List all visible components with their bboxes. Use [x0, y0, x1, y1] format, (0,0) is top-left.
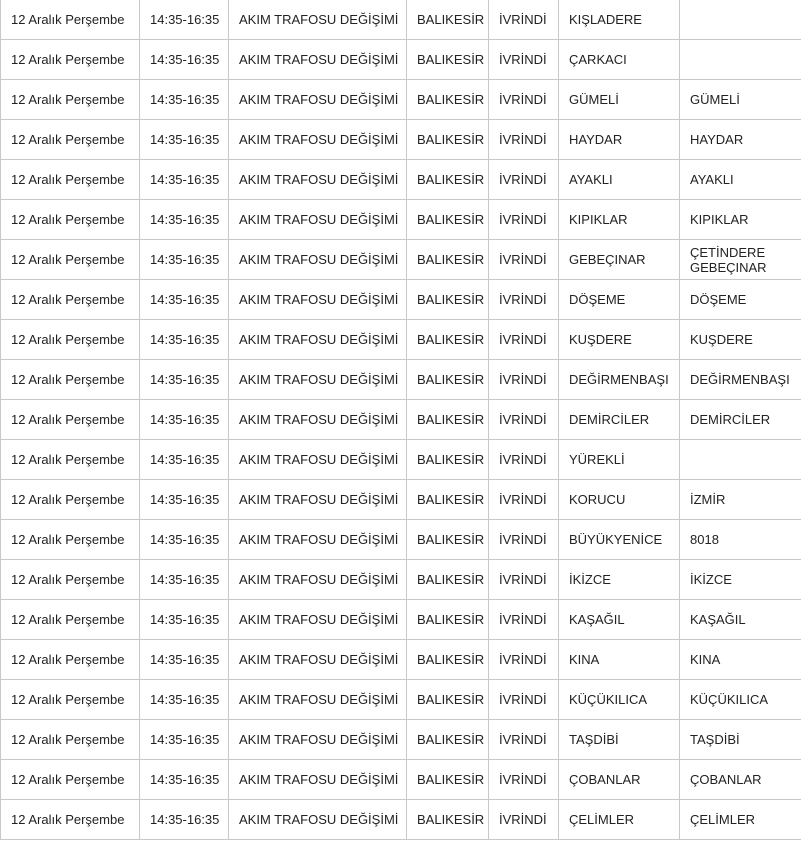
table-row	[1, 40, 801, 80]
table-row	[1, 120, 801, 160]
reason-cell: AKIM TRAFOSU DEĞİŞİMİ	[229, 680, 407, 720]
district-cell: İVRİNDİ	[489, 360, 559, 400]
reason-cell: AKIM TRAFOSU DEĞİŞİMİ	[229, 440, 407, 480]
area-cell: ÇETİNDERE GEBEÇINAR	[680, 240, 801, 280]
district-cell: İVRİNDİ	[489, 200, 559, 240]
date-cell: 12 Aralık Perşembe	[1, 280, 140, 320]
table-row	[1, 360, 801, 400]
table-row	[1, 240, 801, 280]
village-cell: BÜYÜKYENİCE	[559, 520, 680, 560]
outage-table-body	[1, 0, 801, 840]
date-cell: 12 Aralık Perşembe	[1, 320, 140, 360]
reason-cell: AKIM TRAFOSU DEĞİŞİMİ	[229, 120, 407, 160]
city-cell: BALIKESİR	[407, 240, 489, 280]
village-cell: DÖŞEME	[559, 280, 680, 320]
village-cell: DEMİRCİLER	[559, 400, 680, 440]
time-cell: 14:35-16:35	[140, 320, 229, 360]
date-cell: 12 Aralık Perşembe	[1, 240, 140, 280]
district-cell: İVRİNDİ	[489, 160, 559, 200]
table-row	[1, 0, 801, 40]
time-cell: 14:35-16:35	[140, 120, 229, 160]
time-cell: 14:35-16:35	[140, 40, 229, 80]
date-cell: 12 Aralık Perşembe	[1, 160, 140, 200]
area-cell	[680, 440, 801, 480]
village-cell: YÜREKLİ	[559, 440, 680, 480]
district-cell: İVRİNDİ	[489, 720, 559, 760]
time-cell: 14:35-16:35	[140, 600, 229, 640]
table-row	[1, 480, 801, 520]
village-cell: KIŞLADERE	[559, 0, 680, 40]
city-cell: BALIKESİR	[407, 40, 489, 80]
date-cell: 12 Aralık Perşembe	[1, 680, 140, 720]
village-cell: GEBEÇINAR	[559, 240, 680, 280]
area-cell: HAYDAR	[680, 120, 801, 160]
district-cell: İVRİNDİ	[489, 800, 559, 840]
district-cell: İVRİNDİ	[489, 480, 559, 520]
table-row	[1, 440, 801, 480]
city-cell: BALIKESİR	[407, 440, 489, 480]
area-cell: İKİZCE	[680, 560, 801, 600]
reason-cell: AKIM TRAFOSU DEĞİŞİMİ	[229, 200, 407, 240]
reason-cell: AKIM TRAFOSU DEĞİŞİMİ	[229, 480, 407, 520]
village-cell: HAYDAR	[559, 120, 680, 160]
date-cell: 12 Aralık Perşembe	[1, 600, 140, 640]
city-cell: BALIKESİR	[407, 0, 489, 40]
date-cell: 12 Aralık Perşembe	[1, 480, 140, 520]
city-cell: BALIKESİR	[407, 360, 489, 400]
table-row	[1, 320, 801, 360]
date-cell: 12 Aralık Perşembe	[1, 560, 140, 600]
district-cell: İVRİNDİ	[489, 40, 559, 80]
table-row	[1, 680, 801, 720]
district-cell: İVRİNDİ	[489, 520, 559, 560]
reason-cell: AKIM TRAFOSU DEĞİŞİMİ	[229, 40, 407, 80]
time-cell: 14:35-16:35	[140, 760, 229, 800]
area-cell: AYAKLI	[680, 160, 801, 200]
city-cell: BALIKESİR	[407, 120, 489, 160]
city-cell: BALIKESİR	[407, 720, 489, 760]
time-cell: 14:35-16:35	[140, 640, 229, 680]
village-cell: KAŞAĞIL	[559, 600, 680, 640]
city-cell: BALIKESİR	[407, 80, 489, 120]
time-cell: 14:35-16:35	[140, 680, 229, 720]
village-cell: ÇOBANLAR	[559, 760, 680, 800]
area-cell: ÇOBANLAR	[680, 760, 801, 800]
village-cell: ÇELİMLER	[559, 800, 680, 840]
village-cell: KÜÇÜKILICA	[559, 680, 680, 720]
city-cell: BALIKESİR	[407, 160, 489, 200]
city-cell: BALIKESİR	[407, 600, 489, 640]
date-cell: 12 Aralık Perşembe	[1, 520, 140, 560]
area-cell: DEĞİRMENBAŞI	[680, 360, 801, 400]
district-cell: İVRİNDİ	[489, 600, 559, 640]
time-cell: 14:35-16:35	[140, 200, 229, 240]
area-cell: TAŞDİBİ	[680, 720, 801, 760]
date-cell: 12 Aralık Perşembe	[1, 400, 140, 440]
time-cell: 14:35-16:35	[140, 480, 229, 520]
table-row	[1, 80, 801, 120]
district-cell: İVRİNDİ	[489, 560, 559, 600]
area-cell: KAŞAĞIL	[680, 600, 801, 640]
city-cell: BALIKESİR	[407, 480, 489, 520]
city-cell: BALIKESİR	[407, 400, 489, 440]
date-cell: 12 Aralık Perşembe	[1, 360, 140, 400]
reason-cell: AKIM TRAFOSU DEĞİŞİMİ	[229, 800, 407, 840]
date-cell: 12 Aralık Perşembe	[1, 80, 140, 120]
date-cell: 12 Aralık Perşembe	[1, 0, 140, 40]
reason-cell: AKIM TRAFOSU DEĞİŞİMİ	[229, 720, 407, 760]
area-cell: DEMİRCİLER	[680, 400, 801, 440]
area-cell: İZMİR	[680, 480, 801, 520]
table-row	[1, 160, 801, 200]
area-cell	[680, 0, 801, 40]
city-cell: BALIKESİR	[407, 680, 489, 720]
city-cell: BALIKESİR	[407, 200, 489, 240]
district-cell: İVRİNDİ	[489, 80, 559, 120]
date-cell: 12 Aralık Perşembe	[1, 200, 140, 240]
area-cell: KUŞDERE	[680, 320, 801, 360]
city-cell: BALIKESİR	[407, 640, 489, 680]
time-cell: 14:35-16:35	[140, 160, 229, 200]
time-cell: 14:35-16:35	[140, 560, 229, 600]
table-row	[1, 560, 801, 600]
reason-cell: AKIM TRAFOSU DEĞİŞİMİ	[229, 640, 407, 680]
table-row	[1, 280, 801, 320]
reason-cell: AKIM TRAFOSU DEĞİŞİMİ	[229, 560, 407, 600]
village-cell: DEĞİRMENBAŞI	[559, 360, 680, 400]
district-cell: İVRİNDİ	[489, 400, 559, 440]
reason-cell: AKIM TRAFOSU DEĞİŞİMİ	[229, 600, 407, 640]
date-cell: 12 Aralık Perşembe	[1, 440, 140, 480]
village-cell: GÜMELİ	[559, 80, 680, 120]
city-cell: BALIKESİR	[407, 320, 489, 360]
reason-cell: AKIM TRAFOSU DEĞİŞİMİ	[229, 360, 407, 400]
area-cell: DÖŞEME	[680, 280, 801, 320]
date-cell: 12 Aralık Perşembe	[1, 120, 140, 160]
date-cell: 12 Aralık Perşembe	[1, 40, 140, 80]
district-cell: İVRİNDİ	[489, 320, 559, 360]
area-cell: 8018	[680, 520, 801, 560]
table-row	[1, 800, 801, 840]
district-cell: İVRİNDİ	[489, 640, 559, 680]
area-cell: ÇELİMLER	[680, 800, 801, 840]
time-cell: 14:35-16:35	[140, 520, 229, 560]
village-cell: TAŞDİBİ	[559, 720, 680, 760]
district-cell: İVRİNDİ	[489, 120, 559, 160]
village-cell: KIPIKLAR	[559, 200, 680, 240]
reason-cell: AKIM TRAFOSU DEĞİŞİMİ	[229, 400, 407, 440]
date-cell: 12 Aralık Perşembe	[1, 640, 140, 680]
district-cell: İVRİNDİ	[489, 440, 559, 480]
district-cell: İVRİNDİ	[489, 680, 559, 720]
time-cell: 14:35-16:35	[140, 440, 229, 480]
time-cell: 14:35-16:35	[140, 720, 229, 760]
area-cell: KINA	[680, 640, 801, 680]
district-cell: İVRİNDİ	[489, 240, 559, 280]
city-cell: BALIKESİR	[407, 800, 489, 840]
table-row	[1, 400, 801, 440]
table-row	[1, 640, 801, 680]
reason-cell: AKIM TRAFOSU DEĞİŞİMİ	[229, 320, 407, 360]
date-cell: 12 Aralık Perşembe	[1, 800, 140, 840]
reason-cell: AKIM TRAFOSU DEĞİŞİMİ	[229, 760, 407, 800]
table-row	[1, 520, 801, 560]
village-cell: KORUCU	[559, 480, 680, 520]
district-cell: İVRİNDİ	[489, 760, 559, 800]
reason-cell: AKIM TRAFOSU DEĞİŞİMİ	[229, 280, 407, 320]
table-row	[1, 200, 801, 240]
area-cell: GÜMELİ	[680, 80, 801, 120]
village-cell: ÇARKACI	[559, 40, 680, 80]
reason-cell: AKIM TRAFOSU DEĞİŞİMİ	[229, 520, 407, 560]
village-cell: AYAKLI	[559, 160, 680, 200]
city-cell: BALIKESİR	[407, 560, 489, 600]
reason-cell: AKIM TRAFOSU DEĞİŞİMİ	[229, 80, 407, 120]
area-cell: KÜÇÜKILICA	[680, 680, 801, 720]
date-cell: 12 Aralık Perşembe	[1, 760, 140, 800]
time-cell: 14:35-16:35	[140, 360, 229, 400]
time-cell: 14:35-16:35	[140, 400, 229, 440]
time-cell: 14:35-16:35	[140, 800, 229, 840]
reason-cell: AKIM TRAFOSU DEĞİŞİMİ	[229, 160, 407, 200]
table-row	[1, 600, 801, 640]
city-cell: BALIKESİR	[407, 760, 489, 800]
date-cell: 12 Aralık Perşembe	[1, 720, 140, 760]
city-cell: BALIKESİR	[407, 520, 489, 560]
table-row	[1, 720, 801, 760]
area-cell	[680, 40, 801, 80]
time-cell: 14:35-16:35	[140, 0, 229, 40]
district-cell: İVRİNDİ	[489, 280, 559, 320]
time-cell: 14:35-16:35	[140, 240, 229, 280]
village-cell: KUŞDERE	[559, 320, 680, 360]
reason-cell: AKIM TRAFOSU DEĞİŞİMİ	[229, 0, 407, 40]
time-cell: 14:35-16:35	[140, 80, 229, 120]
time-cell: 14:35-16:35	[140, 280, 229, 320]
city-cell: BALIKESİR	[407, 280, 489, 320]
area-cell: KIPIKLAR	[680, 200, 801, 240]
table-row	[1, 760, 801, 800]
village-cell: İKİZCE	[559, 560, 680, 600]
reason-cell: AKIM TRAFOSU DEĞİŞİMİ	[229, 240, 407, 280]
district-cell: İVRİNDİ	[489, 0, 559, 40]
village-cell: KINA	[559, 640, 680, 680]
